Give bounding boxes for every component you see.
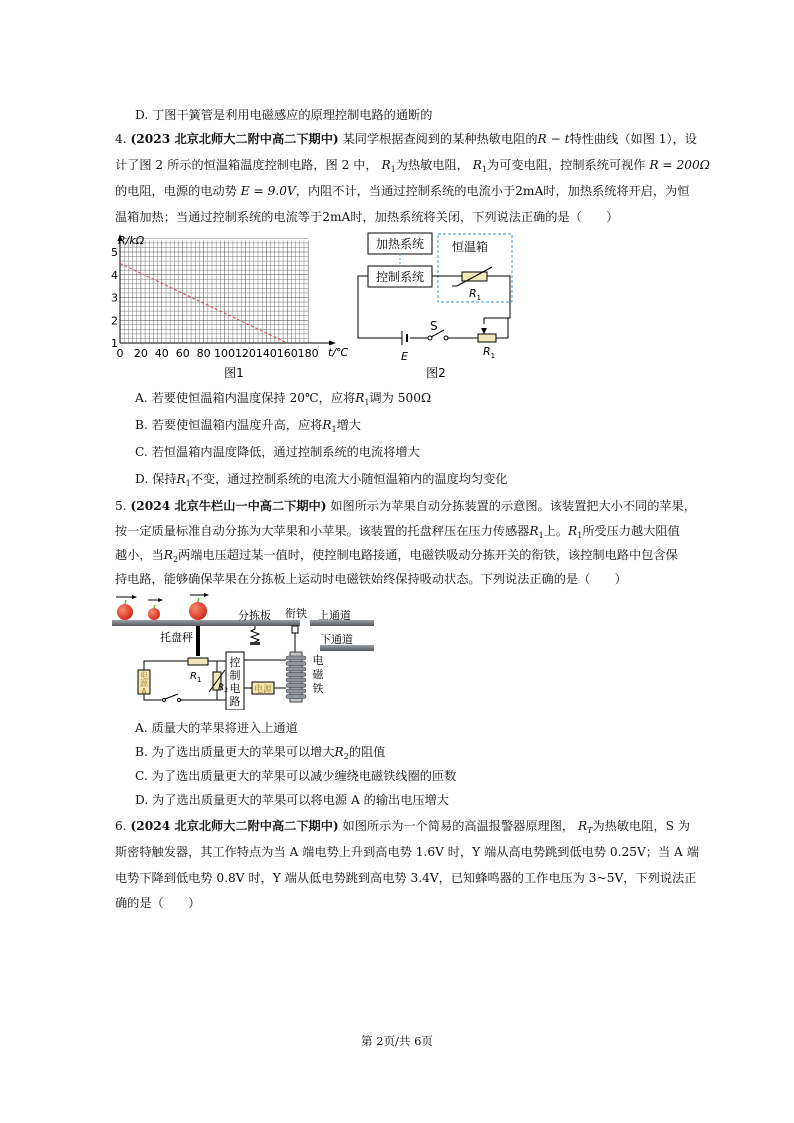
y-tick-label: 1 <box>111 337 118 350</box>
q6-line3: 电势下降到低电势 0.8V 时，Y 端从低电势跳到高电势 3.4V，已知蜂鸣器的工作电压为 3~5V，下列说法正 <box>115 871 697 885</box>
figure-2-caption: 图2 <box>426 366 446 380</box>
subscript: 1 <box>481 165 488 174</box>
q6-line2: 斯密特触发器，其工作特点为当 A 端电势上升到高电势 1.6V 时，Y 端从高电势跳到低电势 0.25V；当 A 端 <box>115 845 699 859</box>
apple-icon <box>148 608 160 620</box>
r-t-symbol: R − t <box>537 132 570 146</box>
q4-option-a: A. 若要使恒温箱内温度保持 20℃，应将$R_1$调为 500Ω <box>135 391 432 407</box>
vertical-char: 路 <box>229 695 241 708</box>
q5-line2: 按一定质量标准自动分拣为大苹果和小苹果。该装置的托盘秤压在压力传感器$R_1$上。$R_1$所受压力越大阻值 <box>115 524 680 540</box>
page-footer: 第 2页/共 6页 <box>361 1034 433 1048</box>
chart-grid <box>120 238 308 343</box>
q4-line1 <box>115 131 697 147</box>
electromagnet-label <box>313 653 325 695</box>
upper-channel-label: 上通道 <box>318 609 351 622</box>
figure-2-circuit <box>352 230 522 382</box>
control-circuit-label <box>230 655 241 708</box>
q4-source: (2023 北京北师大二附中高二下期中) <box>130 132 339 146</box>
q5-option-a: A. 质量大的苹果将进入上通道 <box>135 721 298 735</box>
q4-text: 特性曲线（如图 1），设 <box>569 132 697 146</box>
q4-line2 <box>115 157 710 178</box>
r-equation: R = 200Ω <box>649 158 710 172</box>
q4-text: 时，加热系统将开启，为恒 <box>543 184 690 198</box>
x-tick-label: 120 <box>234 347 256 360</box>
vertical-char: A <box>141 687 147 696</box>
q6-number: 6. <box>115 819 127 833</box>
vertical-char: 铁 <box>312 682 324 695</box>
sorting-board-label: 分拣板 <box>238 609 271 622</box>
x-axis-arrow <box>329 341 336 346</box>
q5-number: 5. <box>115 499 127 513</box>
y-tick-label: 3 <box>111 291 118 305</box>
thermostat-label: 恒温箱 <box>451 240 489 254</box>
x-tick-label: 80 <box>196 347 211 360</box>
figure-1-chart <box>108 230 356 382</box>
coil-turn <box>286 678 306 682</box>
coil-turn <box>286 689 306 693</box>
vertical-char: 电 <box>229 682 241 695</box>
q4-option-d: D. 保持$R_1$不变，通过控制系统的电流大小随恒温箱内的温度均匀变化 <box>135 472 508 488</box>
vertical-char: 电 <box>312 654 324 667</box>
wire <box>484 276 510 324</box>
q4-text: 为热敏电阻， <box>395 158 469 172</box>
coil-turn <box>286 684 306 688</box>
q6-source: (2024 北京北师大二附中高二下期中) <box>130 819 339 833</box>
symbol-r1: R <box>355 391 365 405</box>
switch-label: S <box>430 319 438 333</box>
q6-line1: 6. (2024 北京北师大二附中高二下期中) 如图所示为一个简易的高温报警器原理图， $R_T$为热敏电阻，S 为 <box>115 819 691 835</box>
power-source-label: 电源 <box>253 685 273 695</box>
q4-text: 温箱加热；当通过控制系统的电流等于 <box>115 210 323 224</box>
y-tick-label: 2 <box>111 314 118 328</box>
q5-option-d: D. 为了选出质量更大的苹果可以将电源 A 的输出电压增大 <box>135 793 449 807</box>
symbol-r1: R <box>322 418 332 432</box>
variable-resistor <box>478 334 496 342</box>
heating-system-label: 加热系统 <box>375 237 425 251</box>
q5-option-b: B. 为了选出质量更大的苹果可以增大$R_2$的阻值 <box>135 745 386 761</box>
q4-line3 <box>115 183 690 199</box>
q4-number: 4. <box>115 132 127 146</box>
e-equation: E = 9.0V <box>240 184 296 198</box>
vertical-char: 磁 <box>312 668 324 681</box>
vertical-char: 控 <box>229 656 241 669</box>
vertical-char: 制 <box>229 669 241 682</box>
q3-option-d: D. 丁图干簧管是利用电磁感应的原理控制电路的通断的 <box>135 108 433 122</box>
r1-label: $R_1$ <box>190 671 202 684</box>
switch-contact <box>444 336 448 340</box>
q4-text: 某同学根据查阅到的某种热敏电阻的 <box>342 132 538 146</box>
q5-source: (2024 北京牛栏山一中高二下期中) <box>130 499 327 513</box>
variable-resistor-label: $R_1$ <box>483 345 496 360</box>
q5-line3: 越小，当$R_2$两端电压超过某一值时，使控制电路接通，电磁铁吸动分拣开关的衔铁，该控制电路中包含保 <box>115 548 678 564</box>
current-value: 2mA <box>515 184 544 198</box>
slider-arrow <box>481 328 487 334</box>
pressure-sensor-r1 <box>188 658 208 665</box>
x-tick-label: 60 <box>175 347 190 360</box>
x-tick-label: 100 <box>214 347 236 360</box>
coil-turn <box>286 673 306 677</box>
q5-option-c: C. 为了选出质量更大的苹果可以减少缠绕电磁铁线圈的匝数 <box>135 769 457 783</box>
symbol-r1: R <box>472 158 482 172</box>
x-axis-label: t/℃ <box>328 346 349 359</box>
battery-label: E <box>401 350 408 363</box>
x-tick-label: 180 <box>297 347 319 360</box>
tray-scale-plate <box>184 620 214 626</box>
control-system-label: 控制系统 <box>375 270 425 284</box>
symbol-r1: R <box>381 158 391 172</box>
armature-label: 衔铁 <box>285 607 307 620</box>
vertical-char: 源 <box>140 679 148 688</box>
thermistor-label: $R_1$ <box>469 287 482 302</box>
y-tick-labels <box>111 246 118 350</box>
apple-icon <box>189 602 207 620</box>
q4-text: 为可变电阻，控制系统可视作 <box>487 158 646 172</box>
y-tick-label: 5 <box>111 246 118 259</box>
tray-label: 托盘秤 <box>160 631 193 644</box>
y-axis-label: R/kΩ <box>118 234 145 247</box>
x-tick-label: 0 <box>116 347 124 360</box>
coil-turn <box>286 656 306 660</box>
current-value: 2mA <box>322 210 351 224</box>
q5-line1 <box>115 498 696 514</box>
coil-turn <box>286 662 306 666</box>
vertical-char: 电 <box>140 671 148 680</box>
switch <box>165 694 178 699</box>
x-tick-labels <box>117 347 319 360</box>
wire <box>496 318 508 338</box>
figure-apple-sorter <box>110 590 380 710</box>
conveyor-belt <box>112 620 184 626</box>
x-tick-label: 160 <box>276 347 298 360</box>
subscript: 1 <box>390 165 396 174</box>
apple-icon <box>117 604 133 620</box>
coil-turn <box>286 695 306 699</box>
q4-text: 计了图 2 所示的恒温箱温度控制电路，图 2 中， <box>115 158 378 172</box>
q4-option-c: C. 若恒温箱内温度降低，通过控制系统的电流将增大 <box>135 445 420 459</box>
q6-line4: 确的是（ ） <box>115 896 201 910</box>
x-tick-label: 40 <box>154 347 169 360</box>
q4-option-b: B. 若要使恒温箱内温度升高，应将$R_1$增大 <box>135 418 361 434</box>
q5-text: 如图所示为苹果自动分拣装置的示意图。该装置把大小不同的苹果， <box>330 499 696 513</box>
armature <box>292 626 298 633</box>
q4-text: ，内阻不计，当通过控制系统的电流小于 <box>295 184 516 198</box>
q4-text: 的电阻，电源的电动势 <box>115 184 237 198</box>
y-tick-label: 4 <box>111 268 118 282</box>
q4-line4 <box>115 209 618 225</box>
q5-line4: 持电路，能够确保苹果在分拣板上运动时电磁铁始终保持吸动状态。下列说法正确的是（ ） <box>115 572 627 586</box>
figure-1-caption: 图1 <box>224 366 244 380</box>
symbol-r1: R <box>176 472 186 486</box>
x-tick-label: 140 <box>255 347 277 360</box>
x-tick-label: 20 <box>133 347 148 360</box>
tray-post <box>196 626 200 656</box>
q4-text: 时，加热系统将关闭，下列说法正确的是（ ） <box>350 210 619 224</box>
lower-channel-label: 下通道 <box>320 633 353 646</box>
r2-label: $R_2$ <box>218 683 229 694</box>
symbol-rt: R <box>577 819 588 833</box>
coil-turn <box>286 667 306 671</box>
